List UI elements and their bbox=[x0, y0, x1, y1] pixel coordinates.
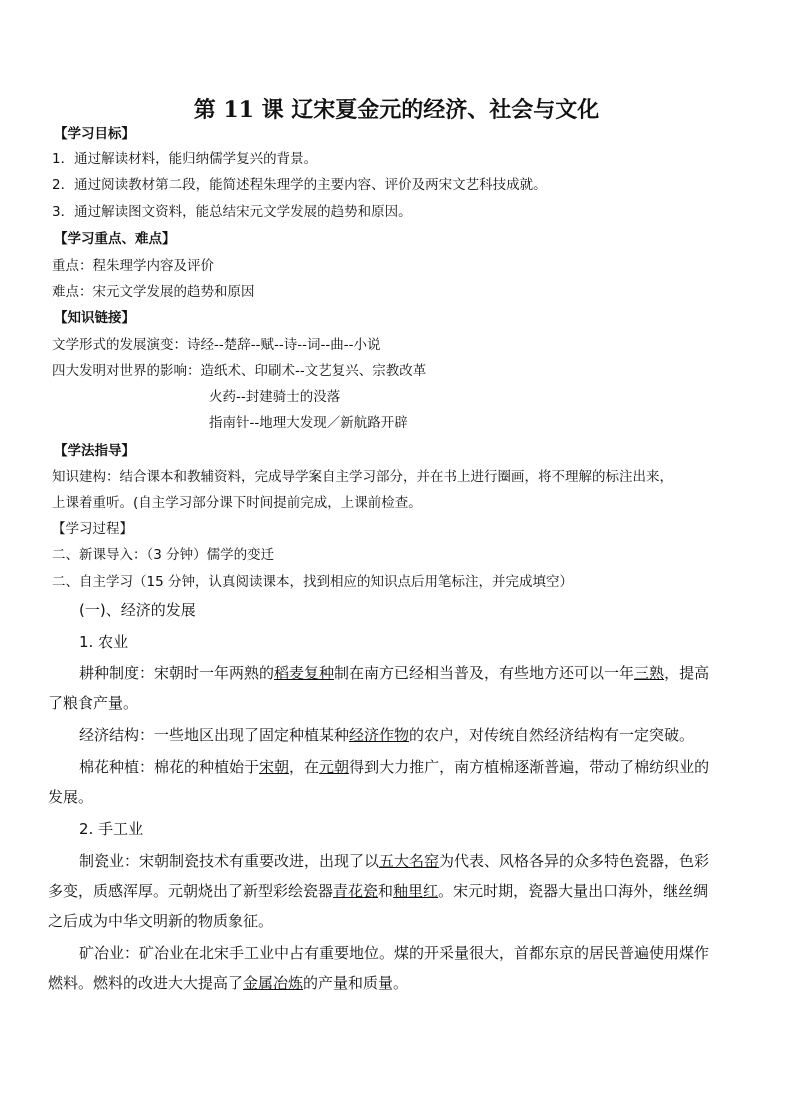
objective-item-1: 1．通过解读材料，能归纳儒学复兴的背景。 bbox=[52, 151, 318, 167]
underlined-answer: 元朝 bbox=[319, 758, 350, 776]
process-heading: 【学习过程】 bbox=[52, 521, 133, 537]
process-self-study: 二、自主学习（15 分钟，认真阅读课本，找到相应的知识点后用笔标注，并完成填空） bbox=[52, 574, 573, 590]
text-run: 多变，质感浑厚。元朝烧出了新型彩绘瓷器 bbox=[48, 882, 334, 900]
objective-item-3: 3．通过解读图文资料，能总结宋元文学发展的趋势和原因。 bbox=[52, 204, 412, 220]
underlined-answer: 釉里红 bbox=[393, 882, 439, 900]
agriculture-paragraph-1 bbox=[79, 662, 709, 684]
objectives-heading: 【学习目标】 bbox=[54, 126, 135, 142]
underlined-answer: 稻麦复种 bbox=[274, 664, 335, 682]
text-run: ，提高 bbox=[664, 664, 710, 682]
underlined-answer: 金属冶炼 bbox=[243, 974, 304, 992]
text-run: 棉花种植：棉花的种植始于 bbox=[79, 758, 260, 776]
handicraft-paragraph-1 bbox=[79, 850, 709, 872]
underlined-answer: 三熟 bbox=[634, 664, 665, 682]
method-line-2: 上课着重听。(自主学习部分课下时间提前完成，上课前检查。 bbox=[52, 495, 422, 511]
underlined-answer: 五大名窑 bbox=[379, 852, 440, 870]
text-run: 耕种制度：宋朝时一年两熟的 bbox=[79, 664, 275, 682]
text-run: 经济结构：一些地区出现了固定种植某种 bbox=[79, 726, 350, 744]
links-line-4: 指南针--地理大发现／新航路开辟 bbox=[209, 415, 408, 431]
method-heading: 【学法指导】 bbox=[54, 443, 135, 459]
agriculture-paragraph-3 bbox=[79, 756, 709, 778]
page-title: 第 11 课 辽宋夏金元的经济、社会与文化 bbox=[193, 97, 600, 123]
links-line-1: 文学形式的发展演变：诗经--楚辞--赋--诗--词--曲--小说 bbox=[52, 337, 381, 353]
handicraft-paragraph-2-line-2 bbox=[48, 972, 408, 994]
text-run: 制在南方已经相当普及，有些地方还可以一年 bbox=[334, 664, 635, 682]
objective-item-2: 2．通过阅读教材第二段，能简述程朱理学的主要内容、评价及两宋文艺科技成就。 bbox=[52, 177, 547, 193]
handicraft-paragraph-1-line-2 bbox=[48, 880, 708, 902]
key-point-focus: 重点：程朱理学内容及评价 bbox=[52, 258, 214, 274]
links-line-2: 四大发明对世界的影响：造纸术、印刷术--文艺复兴、宗教改革 bbox=[52, 363, 427, 379]
text-run: 得到大力推广，南方植棉逐渐普遍，带动了棉纺织业的 bbox=[349, 758, 710, 776]
links-heading: 【知识链接】 bbox=[54, 310, 135, 326]
text-run: 燃料。燃料的改进大大提高了 bbox=[48, 974, 244, 992]
agriculture-paragraph-2 bbox=[79, 724, 694, 746]
agriculture-paragraph-1-cont: 了粮食产量。 bbox=[48, 694, 139, 712]
underlined-answer: 宋朝 bbox=[259, 758, 290, 776]
key-points-heading: 【学习重点、难点】 bbox=[54, 231, 176, 247]
agriculture-paragraph-3-cont: 发展。 bbox=[48, 788, 94, 806]
text-run: 为代表、风格各异的众多特色瓷器，色彩 bbox=[439, 852, 710, 870]
agriculture-heading: 1. 农业 bbox=[79, 633, 129, 651]
text-run: 的农户，对传统自然经济结构有一定突破。 bbox=[409, 726, 695, 744]
economy-heading: (一)、经济的发展 bbox=[79, 601, 196, 619]
underlined-answer: 经济作物 bbox=[349, 726, 410, 744]
key-point-difficulty: 难点：宋元文学发展的趋势和原因 bbox=[52, 284, 255, 300]
text-run: 的产量和质量。 bbox=[303, 974, 409, 992]
handicraft-paragraph-1-line-3: 之后成为中华文明新的物质象征。 bbox=[48, 912, 274, 930]
text-run: 。宋元时期，瓷器大量出口海外，继丝绸 bbox=[438, 882, 709, 900]
underlined-answer: 青花瓷 bbox=[333, 882, 379, 900]
method-line-1: 知识建构：结合课本和教辅资料，完成导学案自主学习部分，并在书上进行圈画，将不理解的标注出来， bbox=[52, 469, 673, 485]
text-run: 制瓷业：宋朝制瓷技术有重要改进，出现了以 bbox=[79, 852, 380, 870]
handicraft-heading: 2. 手工业 bbox=[79, 820, 144, 838]
text-run: ，在 bbox=[289, 758, 320, 776]
text-run: 和 bbox=[378, 882, 394, 900]
links-line-3: 火药--封建骑士的没落 bbox=[209, 389, 341, 405]
handicraft-paragraph-2: 矿冶业：矿冶业在北宋手工业中占有重要地位。煤的开采量很大，首都东京的居民普遍使用煤作 bbox=[79, 944, 710, 962]
process-intro: 二、新课导入：（3 分钟）儒学的变迁 bbox=[52, 547, 275, 563]
